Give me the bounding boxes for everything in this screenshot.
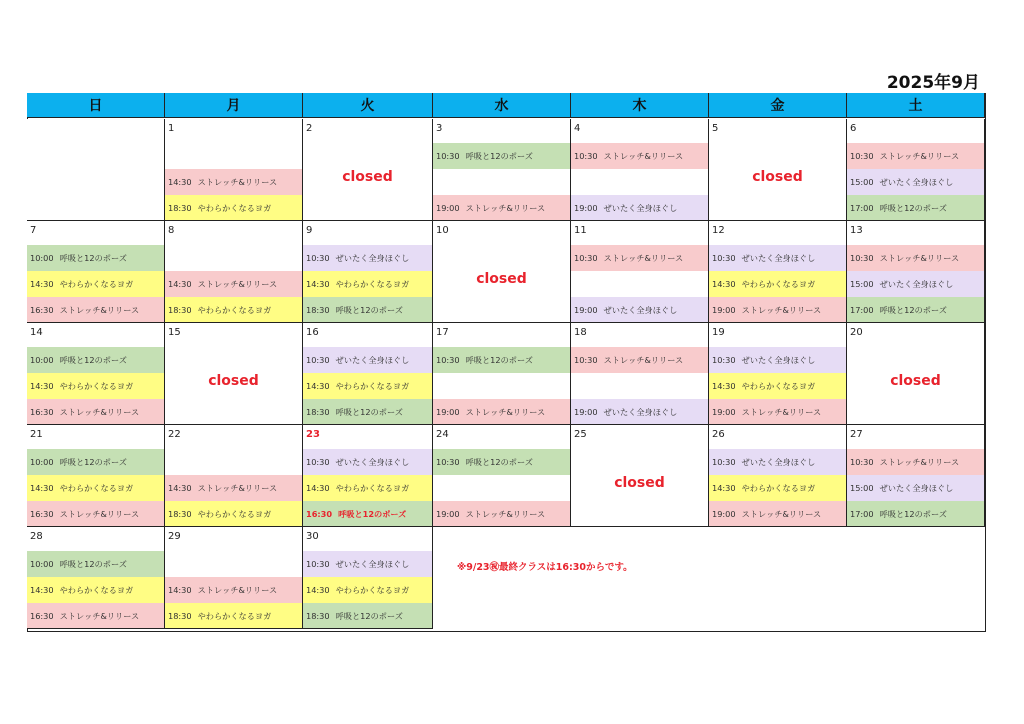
day-number: 28 bbox=[30, 531, 43, 542]
class-time: 16:30 bbox=[306, 509, 333, 519]
class-time: 14:30 bbox=[30, 483, 54, 493]
class-name: 呼吸と12のポーズ bbox=[879, 305, 947, 315]
class-slot bbox=[165, 271, 302, 297]
class-name: ぜいたく全身ほぐし bbox=[603, 305, 678, 315]
class-time: 10:30 bbox=[436, 151, 460, 161]
class-name: 呼吸と12のポーズ bbox=[59, 559, 127, 569]
day-cell bbox=[165, 119, 303, 221]
class-name: やわらかくなるヨガ bbox=[59, 279, 134, 289]
class-time: 10:00 bbox=[30, 253, 54, 263]
class-time: 14:30 bbox=[30, 279, 54, 289]
class-time: 10:30 bbox=[712, 457, 736, 467]
day-cell bbox=[303, 221, 433, 323]
class-time: 14:30 bbox=[712, 483, 736, 493]
class-time: 14:30 bbox=[306, 585, 330, 595]
class-time: 17:00 bbox=[850, 203, 874, 213]
closed-label: closed bbox=[752, 169, 803, 185]
class-time: 10:30 bbox=[306, 253, 330, 263]
class-slot bbox=[27, 501, 164, 527]
class-slot bbox=[571, 347, 708, 373]
class-time: 10:30 bbox=[436, 355, 460, 365]
closed-label: closed bbox=[342, 169, 393, 185]
class-time: 10:30 bbox=[712, 355, 736, 365]
class-time: 18:30 bbox=[168, 305, 192, 315]
class-slot bbox=[433, 195, 570, 221]
class-slot bbox=[433, 501, 570, 527]
class-slot bbox=[709, 245, 846, 271]
day-cell bbox=[165, 323, 303, 425]
class-time: 16:30 bbox=[30, 407, 54, 417]
class-slot bbox=[571, 195, 708, 221]
day-number: 14 bbox=[30, 327, 43, 338]
class-slot bbox=[27, 271, 164, 297]
class-slot bbox=[303, 603, 432, 629]
day-number: 21 bbox=[30, 429, 43, 440]
class-time: 15:00 bbox=[850, 279, 874, 289]
class-name: ストレッチ&リリース bbox=[465, 203, 546, 213]
class-time: 10:30 bbox=[850, 253, 874, 263]
class-name: ぜいたく全身ほぐし bbox=[603, 407, 678, 417]
day-cell bbox=[303, 119, 433, 221]
class-name: ストレッチ&リリース bbox=[741, 305, 822, 315]
class-slot bbox=[847, 475, 984, 501]
class-name: ぜいたく全身ほぐし bbox=[335, 457, 410, 467]
class-name: 呼吸と12のポーズ bbox=[465, 355, 533, 365]
class-name: ぜいたく全身ほぐし bbox=[741, 253, 816, 263]
day-cell bbox=[165, 425, 303, 527]
class-time: 10:30 bbox=[712, 253, 736, 263]
class-time: 18:30 bbox=[168, 509, 192, 519]
class-slot bbox=[27, 399, 164, 425]
class-time: 19:00 bbox=[574, 407, 598, 417]
class-time: 14:30 bbox=[306, 279, 330, 289]
class-name: ストレッチ&リリース bbox=[603, 253, 684, 263]
class-time: 14:30 bbox=[168, 177, 192, 187]
day-number: 3 bbox=[436, 123, 443, 134]
day-cell bbox=[27, 221, 165, 323]
class-time: 18:30 bbox=[306, 407, 330, 417]
day-cell bbox=[303, 527, 433, 629]
class-time: 15:00 bbox=[850, 177, 874, 187]
class-time: 19:00 bbox=[436, 407, 460, 417]
day-cell bbox=[433, 221, 571, 323]
calendar-title: 2025年9月 bbox=[886, 73, 980, 93]
weekday-header: 木 bbox=[571, 93, 709, 118]
class-time: 14:30 bbox=[168, 279, 192, 289]
day-cell bbox=[571, 323, 709, 425]
day-number: 15 bbox=[168, 327, 181, 338]
day-cell bbox=[571, 221, 709, 323]
day-number: 23 bbox=[306, 429, 320, 440]
day-cell bbox=[27, 119, 165, 221]
class-slot bbox=[709, 347, 846, 373]
class-slot bbox=[709, 297, 846, 323]
weekday-header: 金 bbox=[709, 93, 847, 118]
class-time: 19:00 bbox=[712, 407, 736, 417]
class-time: 10:30 bbox=[306, 355, 330, 365]
class-time: 10:30 bbox=[574, 151, 598, 161]
class-name: やわらかくなるヨガ bbox=[335, 585, 410, 595]
class-time: 10:30 bbox=[306, 457, 330, 467]
class-slot bbox=[709, 271, 846, 297]
day-number: 17 bbox=[436, 327, 449, 338]
class-time: 19:00 bbox=[574, 305, 598, 315]
day-cell bbox=[847, 425, 985, 527]
weekday-header: 火 bbox=[303, 93, 433, 118]
day-cell bbox=[571, 425, 709, 527]
class-slot bbox=[571, 297, 708, 323]
day-cell bbox=[27, 527, 165, 629]
class-time: 14:30 bbox=[306, 381, 330, 391]
class-slot bbox=[847, 501, 984, 527]
class-time: 14:30 bbox=[30, 585, 54, 595]
class-name: 呼吸と12のポーズ bbox=[59, 355, 127, 365]
class-name: ぜいたく全身ほぐし bbox=[335, 355, 410, 365]
day-cell bbox=[847, 119, 985, 221]
weekday-header: 水 bbox=[433, 93, 571, 118]
day-number: 19 bbox=[712, 327, 725, 338]
day-number: 18 bbox=[574, 327, 587, 338]
class-time: 17:00 bbox=[850, 305, 874, 315]
class-name: ぜいたく全身ほぐし bbox=[603, 203, 678, 213]
class-name: ストレッチ&リリース bbox=[59, 509, 140, 519]
class-slot bbox=[709, 399, 846, 425]
class-time: 14:30 bbox=[712, 381, 736, 391]
class-slot bbox=[433, 449, 570, 475]
closed-label: closed bbox=[890, 373, 941, 389]
class-slot bbox=[709, 501, 846, 527]
class-slot bbox=[303, 501, 432, 527]
class-name: ストレッチ&リリース bbox=[741, 407, 822, 417]
holiday-note: ※9/23㊗最終クラスは16:30からです。 bbox=[457, 562, 633, 573]
class-name: ぜいたく全身ほぐし bbox=[335, 253, 410, 263]
class-name: やわらかくなるヨガ bbox=[59, 381, 134, 391]
class-slot bbox=[571, 245, 708, 271]
class-time: 18:30 bbox=[306, 305, 330, 315]
day-number: 25 bbox=[574, 429, 587, 440]
class-slot bbox=[303, 373, 432, 399]
class-slot bbox=[303, 399, 432, 425]
class-name: 呼吸と12のポーズ bbox=[335, 611, 403, 621]
class-slot bbox=[433, 399, 570, 425]
day-cell bbox=[709, 221, 847, 323]
class-time: 10:30 bbox=[574, 253, 598, 263]
class-slot bbox=[847, 195, 984, 221]
day-cell bbox=[27, 323, 165, 425]
day-cell bbox=[709, 119, 847, 221]
class-slot bbox=[303, 297, 432, 323]
weekday-header: 日 bbox=[27, 93, 165, 118]
day-number: 22 bbox=[168, 429, 181, 440]
class-time: 19:00 bbox=[436, 509, 460, 519]
class-slot bbox=[303, 347, 432, 373]
class-slot bbox=[709, 475, 846, 501]
class-slot bbox=[303, 245, 432, 271]
class-slot bbox=[27, 245, 164, 271]
class-name: ストレッチ&リリース bbox=[465, 509, 546, 519]
day-number: 26 bbox=[712, 429, 725, 440]
class-name: やわらかくなるヨガ bbox=[59, 483, 134, 493]
class-slot bbox=[571, 399, 708, 425]
class-slot bbox=[27, 551, 164, 577]
class-name: やわらかくなるヨガ bbox=[197, 509, 272, 519]
class-name: やわらかくなるヨガ bbox=[335, 483, 410, 493]
day-number: 16 bbox=[306, 327, 319, 338]
day-cell bbox=[847, 323, 985, 425]
class-slot bbox=[165, 577, 302, 603]
class-slot bbox=[303, 475, 432, 501]
day-cell bbox=[433, 323, 571, 425]
class-slot bbox=[847, 271, 984, 297]
schedule-calendar bbox=[27, 93, 985, 631]
class-slot bbox=[165, 603, 302, 629]
class-name: ぜいたく全身ほぐし bbox=[879, 177, 954, 187]
class-name: ぜいたく全身ほぐし bbox=[741, 457, 816, 467]
class-time: 19:00 bbox=[574, 203, 598, 213]
class-time: 10:00 bbox=[30, 457, 54, 467]
class-name: 呼吸と12のポーズ bbox=[335, 305, 403, 315]
class-time: 18:30 bbox=[306, 611, 330, 621]
class-name: ストレッチ&リリース bbox=[59, 305, 140, 315]
class-name: ストレッチ&リリース bbox=[603, 151, 684, 161]
class-name: 呼吸と12のポーズ bbox=[465, 151, 533, 161]
day-number: 24 bbox=[436, 429, 449, 440]
closed-label: closed bbox=[208, 373, 259, 389]
class-slot bbox=[27, 297, 164, 323]
class-name: ストレッチ&リリース bbox=[197, 585, 278, 595]
class-name: やわらかくなるヨガ bbox=[741, 483, 816, 493]
class-slot bbox=[27, 475, 164, 501]
class-name: ストレッチ&リリース bbox=[465, 407, 546, 417]
class-slot bbox=[303, 271, 432, 297]
day-number: 30 bbox=[306, 531, 319, 542]
closed-label: closed bbox=[614, 475, 665, 491]
class-name: ストレッチ&リリース bbox=[59, 611, 140, 621]
day-number: 27 bbox=[850, 429, 863, 440]
class-name: やわらかくなるヨガ bbox=[197, 305, 272, 315]
class-name: 呼吸と12のポーズ bbox=[59, 457, 127, 467]
class-name: ストレッチ&リリース bbox=[59, 407, 140, 417]
day-number: 13 bbox=[850, 225, 863, 236]
day-cell bbox=[709, 425, 847, 527]
class-name: 呼吸と12のポーズ bbox=[465, 457, 533, 467]
day-number: 29 bbox=[168, 531, 181, 542]
day-number: 20 bbox=[850, 327, 863, 338]
day-number: 4 bbox=[574, 123, 581, 134]
class-time: 14:30 bbox=[168, 483, 192, 493]
class-slot bbox=[165, 169, 302, 195]
class-name: ストレッチ&リリース bbox=[879, 457, 960, 467]
closed-label: closed bbox=[476, 271, 527, 287]
class-time: 14:30 bbox=[168, 585, 192, 595]
class-name: ぜいたく全身ほぐし bbox=[879, 279, 954, 289]
class-time: 10:30 bbox=[574, 355, 598, 365]
class-time: 10:30 bbox=[850, 457, 874, 467]
day-number: 6 bbox=[850, 123, 857, 134]
class-time: 14:30 bbox=[306, 483, 330, 493]
class-time: 19:00 bbox=[436, 203, 460, 213]
day-number: 9 bbox=[306, 225, 313, 236]
class-name: ストレッチ&リリース bbox=[197, 483, 278, 493]
class-name: ストレッチ&リリース bbox=[197, 279, 278, 289]
class-time: 15:00 bbox=[850, 483, 874, 493]
class-name: やわらかくなるヨガ bbox=[59, 585, 134, 595]
class-slot bbox=[709, 373, 846, 399]
class-time: 14:30 bbox=[30, 381, 54, 391]
class-slot bbox=[165, 195, 302, 221]
class-slot bbox=[433, 347, 570, 373]
class-time: 10:30 bbox=[306, 559, 330, 569]
class-name: やわらかくなるヨガ bbox=[741, 279, 816, 289]
class-time: 18:30 bbox=[168, 611, 192, 621]
day-cell bbox=[165, 221, 303, 323]
day-number: 11 bbox=[574, 225, 587, 236]
day-number: 7 bbox=[30, 225, 37, 236]
class-time: 16:30 bbox=[30, 305, 54, 315]
class-name: 呼吸と12のポーズ bbox=[59, 253, 127, 263]
class-name: 呼吸と12のポーズ bbox=[335, 407, 403, 417]
day-cell bbox=[303, 425, 433, 527]
weekday-header: 土 bbox=[847, 93, 985, 118]
day-number: 1 bbox=[168, 123, 175, 134]
class-name: ぜいたく全身ほぐし bbox=[741, 355, 816, 365]
class-time: 10:00 bbox=[30, 559, 54, 569]
class-slot bbox=[27, 603, 164, 629]
class-name: 呼吸と12のポーズ bbox=[338, 509, 407, 519]
class-time: 16:30 bbox=[30, 509, 54, 519]
day-cell bbox=[847, 221, 985, 323]
class-slot bbox=[303, 449, 432, 475]
class-time: 10:00 bbox=[30, 355, 54, 365]
day-cell bbox=[433, 119, 571, 221]
day-cell bbox=[571, 119, 709, 221]
class-name: ぜいたく全身ほぐし bbox=[879, 483, 954, 493]
class-slot bbox=[847, 245, 984, 271]
class-name: ストレッチ&リリース bbox=[197, 177, 278, 187]
class-name: ストレッチ&リリース bbox=[879, 253, 960, 263]
class-slot bbox=[847, 297, 984, 323]
class-time: 19:00 bbox=[712, 305, 736, 315]
class-time: 19:00 bbox=[712, 509, 736, 519]
class-name: ストレッチ&リリース bbox=[741, 509, 822, 519]
day-number: 12 bbox=[712, 225, 725, 236]
day-cell bbox=[303, 323, 433, 425]
day-cell bbox=[165, 527, 303, 629]
class-slot bbox=[165, 475, 302, 501]
class-slot bbox=[709, 449, 846, 475]
day-number: 10 bbox=[436, 225, 449, 236]
class-slot bbox=[847, 143, 984, 169]
class-name: やわらかくなるヨガ bbox=[741, 381, 816, 391]
class-name: やわらかくなるヨガ bbox=[197, 203, 272, 213]
class-slot bbox=[847, 449, 984, 475]
day-number: 8 bbox=[168, 225, 175, 236]
class-slot bbox=[27, 449, 164, 475]
class-name: 呼吸と12のポーズ bbox=[879, 509, 947, 519]
class-name: ストレッチ&リリース bbox=[603, 355, 684, 365]
class-slot bbox=[27, 347, 164, 373]
day-cell bbox=[433, 425, 571, 527]
class-name: やわらかくなるヨガ bbox=[335, 279, 410, 289]
class-time: 10:30 bbox=[436, 457, 460, 467]
class-slot bbox=[303, 577, 432, 603]
day-cell bbox=[27, 425, 165, 527]
class-time: 17:00 bbox=[850, 509, 874, 519]
day-number: 2 bbox=[306, 123, 313, 134]
class-name: ストレッチ&リリース bbox=[879, 151, 960, 161]
class-slot bbox=[27, 577, 164, 603]
class-time: 14:30 bbox=[712, 279, 736, 289]
class-slot bbox=[571, 143, 708, 169]
class-time: 18:30 bbox=[168, 203, 192, 213]
day-number: 5 bbox=[712, 123, 719, 134]
class-name: やわらかくなるヨガ bbox=[197, 611, 272, 621]
weekday-header: 月 bbox=[165, 93, 303, 118]
class-slot bbox=[165, 501, 302, 527]
class-slot bbox=[847, 169, 984, 195]
class-slot bbox=[303, 551, 432, 577]
class-time: 16:30 bbox=[30, 611, 54, 621]
day-cell bbox=[709, 323, 847, 425]
class-name: 呼吸と12のポーズ bbox=[879, 203, 947, 213]
class-name: ぜいたく全身ほぐし bbox=[335, 559, 410, 569]
class-time: 10:30 bbox=[850, 151, 874, 161]
class-slot bbox=[165, 297, 302, 323]
class-slot bbox=[27, 373, 164, 399]
class-slot bbox=[433, 143, 570, 169]
class-name: やわらかくなるヨガ bbox=[335, 381, 410, 391]
